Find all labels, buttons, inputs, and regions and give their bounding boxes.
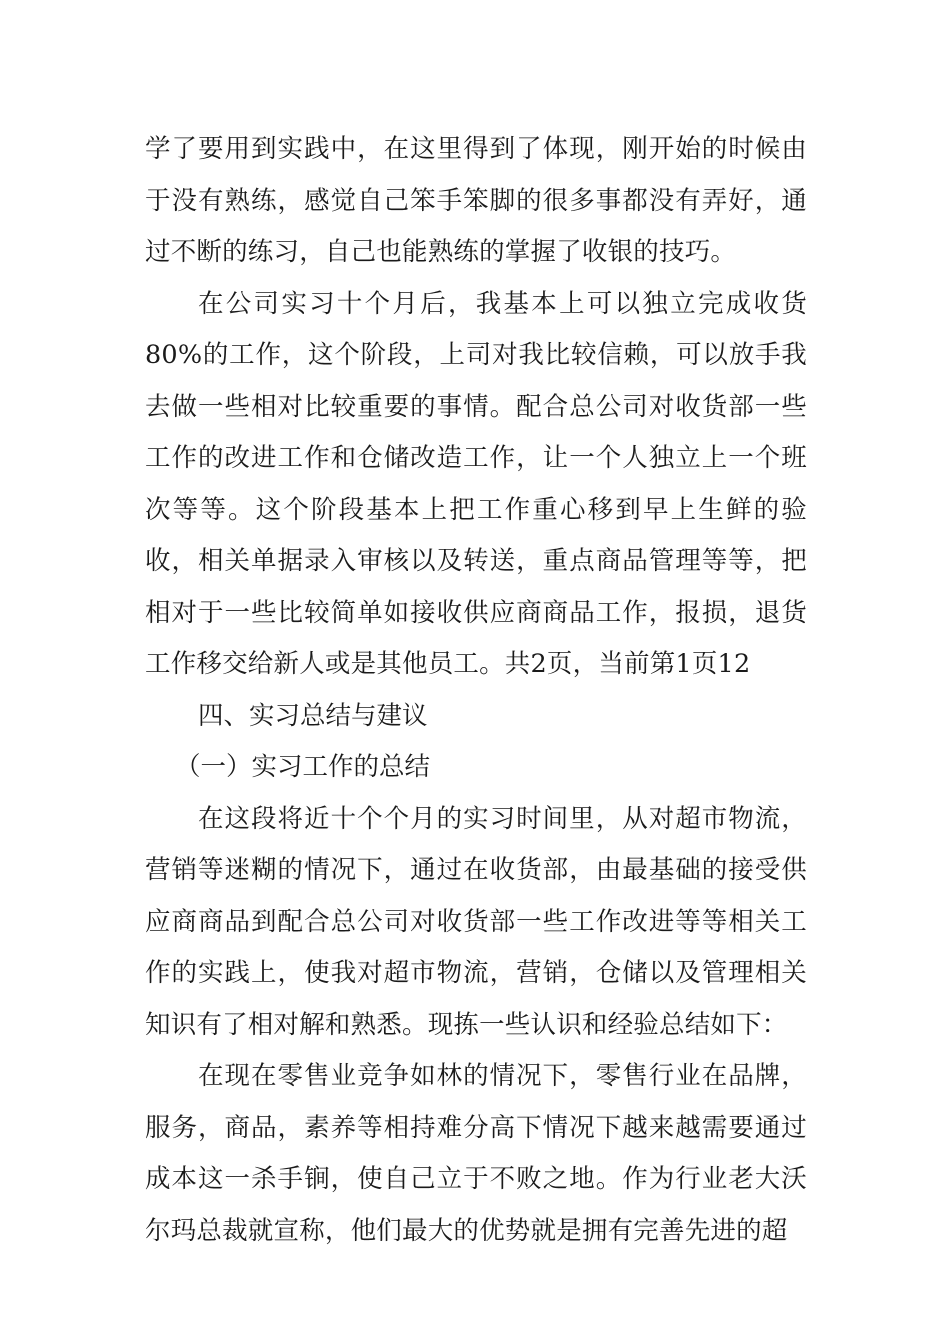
document-page: [145, 124, 807, 1257]
paragraph-2: 在公司实习十个月后，我基本上可以独立完成收货80%的工作，这个阶段，上司对我比较信赖，可以放手我去做一些相对比较重要的事情。配合总公司对收货部一些工作的改进工作和仓储改造工作，让一个人独立上一个班次等等。这个阶段基本上把工作重心移到早上生鲜的验收，相关单据录入审核以及转送，重点商品管理等等，把相对于一些比较简单如接收供应商商品工作，报损，退货工作移交给新人或是其他员工。共2页，当前第1页12: [145, 288, 807, 679]
paragraph-3: 在这段将近十个个月的实习时间里，从对超市物流，营销等迷糊的情况下，通过在收货部，由最基础的接受供应商商品到配合总公司对收货部一些工作改进等等相关工作的实践上，使我对超市物流，营销，仓储以及管理相关知识有了相对解和熟悉。现拣一些认识和经验总结如下：: [145, 803, 807, 1040]
subsection-heading: （一）实习工作的总结: [175, 752, 431, 782]
paragraph-1: 学了要用到实践中，在这里得到了体现，刚开始的时候由于没有熟练，感觉自己笨手笨脚的很多事都没有弄好，通过不断的练习，自己也能熟练的掌握了收银的技巧。: [145, 134, 807, 267]
section-heading: 四、实习总结与建议: [198, 700, 428, 731]
paragraph-4: 在现在零售业竞争如林的情况下，零售行业在品牌，服务，商品，素养等相持难分高下情况下越来越需要通过成本这一杀手锏，使自己立于不败之地。作为行业老大沃尔玛总裁就宣称，他们最大的优势就是拥有完善先进的超: [145, 1061, 807, 1246]
